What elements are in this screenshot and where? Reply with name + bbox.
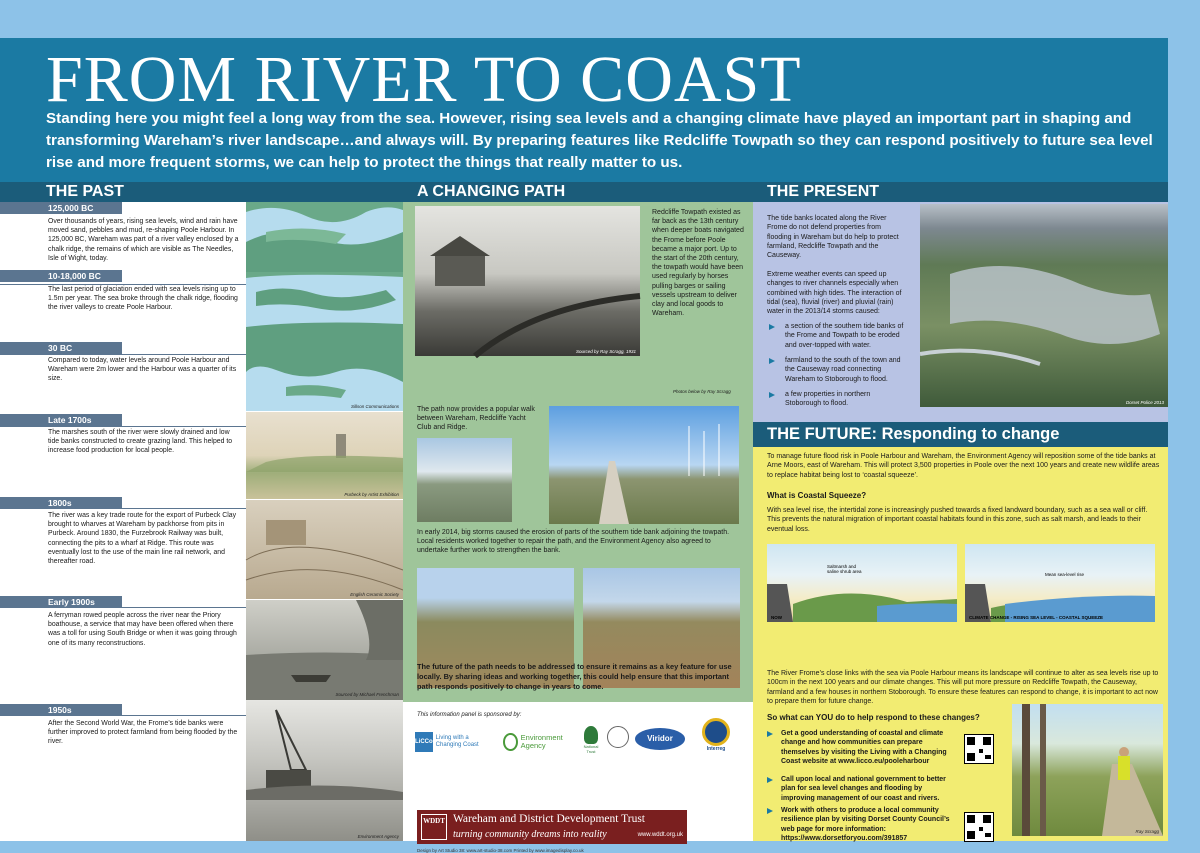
- wddt-banner: [417, 810, 687, 844]
- ea-name: Environment Agency: [520, 733, 563, 750]
- period-date: 10-18,000 BC: [0, 270, 122, 282]
- licco-logo: [415, 728, 495, 756]
- image-caption: Ray Scragg: [1135, 829, 1159, 834]
- future-heading: THE FUTURE: Responding to change: [753, 422, 1168, 447]
- image-caption: Dorset Police 2013: [1125, 400, 1164, 405]
- towpath-walk-photo: [549, 406, 739, 524]
- period-date: Late 1700s: [0, 414, 122, 426]
- period-text: The last period of glaciation ended with sea levels rising up to 1.5m per year. The sea broke through the chalk ridge, flooding the river valleys to create Poole Harbour.: [48, 286, 238, 312]
- image-caption: Sillson Communications: [350, 404, 399, 409]
- present-text-1: The tide banks located along the River Frome do not defend properties from flooding in Wareham but do help to protect farmland, Redcliffe Towpath and the Causeway.: [767, 215, 899, 260]
- future-section: [753, 422, 1168, 841]
- interreg-name: Interreg: [706, 746, 726, 752]
- engraving-image: [246, 500, 403, 600]
- sponsor-intro: This information panel is sponsored by:: [417, 712, 522, 718]
- period-date: 30 BC: [0, 342, 122, 354]
- diagram-future: [965, 544, 1155, 622]
- present-text-2: Extreme weather events can speed up changes to river channels especially when combined with high tides. The interaction of tidal (sea), fluvial (river) and pluvial (rain) water in the 2013/14 storms caused:: [767, 271, 902, 316]
- crane-image: [246, 700, 403, 841]
- qr-code-dorset[interactable]: [964, 812, 994, 842]
- painting-image: [246, 412, 403, 500]
- present-bullet: a few properties in northern Stoborough to flood.: [767, 390, 907, 409]
- national-trust-logo: [581, 726, 601, 756]
- diagram-now-label: NOW: [771, 615, 782, 620]
- past-section: [0, 182, 403, 841]
- image-caption: Sourced by Michael Frenchman: [335, 692, 399, 697]
- nt-name: National Trust: [583, 744, 599, 754]
- environment-agency-logo: [503, 728, 573, 756]
- past-timeline: [0, 202, 246, 841]
- path-popular-text: The path now provides a popular walk between Wareham, Redcliffe Yacht Club and Ridge.: [417, 406, 535, 432]
- seal-icon: [607, 726, 629, 748]
- image-caption: Purbeck by Artist Exhibition: [344, 492, 399, 497]
- past-images: [246, 202, 403, 841]
- future-path-text: The future of the path needs to be addressed to ensure it remains as a key feature for use locally. By sharing ideas and working together, this could help ensure that this important path responds positively to change in years to come.: [417, 662, 732, 692]
- information-panel: [0, 38, 1168, 853]
- interreg-circle-icon: [702, 718, 730, 746]
- period-date: 1950s: [0, 704, 122, 716]
- future-text-2: With sea level rise, the intertidal zone is increasingly pushed towards a fixed landward boundary, such as a sea wall or cliff. This prevents the natural migration of important coastal habitats found in this zone, such as salt marsh, and leads to their eventual loss.: [767, 507, 1148, 533]
- ferry-image: [246, 600, 403, 700]
- period-date: 125,000 BC: [0, 202, 122, 214]
- intro-text: Standing here you might feel a long way from the sea. However, rising sea levels and a changing climate have played an important part in shaping and transforming Wareham’s river landscape…and always will. By preparing features like Redcliffe Towpath so they can respond positively to future sea level rise and more frequent storms, we can help to protect the things that really matter to us.: [46, 110, 1153, 171]
- period-text: After the Second World War, the Frome’s tide banks were further improved to protect farmland from being flooded by the river.: [48, 720, 238, 746]
- licco-mark: LiCCo: [415, 732, 433, 752]
- action-item: Call upon local and national government to better plan for sea level changes and flooding by improving management of our coast and rivers.: [767, 775, 957, 803]
- page-title: FROM RIVER TO COAST: [46, 43, 802, 116]
- wddt-web: www.wddt.org.uk: [637, 832, 683, 838]
- ea-icon: [503, 733, 518, 751]
- image-caption: Sourced by Ray Scragg, 1931: [575, 349, 636, 354]
- diagram-future-note: Mean sea-level rise: [1045, 572, 1085, 577]
- period-date: 1800s: [0, 497, 122, 509]
- action-item: Work with others to produce a local community resilience plan by visiting Dorset County Council’s web page for more information: https://www.dorsetforyou.com/391857: [767, 806, 957, 843]
- what-can-you-do-question: So what can YOU do to help respond to these changes?: [767, 713, 980, 722]
- map-125000bc: [246, 202, 403, 272]
- future-text-3: The River Frome’s close links with the sea via Poole Harbour means its landscape will continue to alter as sea levels rise up to 100cm in the next 100 years and our climate changes. This will put more pressure on Redcliffe Towpath, the Causeway, farmland and a few houses in northern Stoborough. To ensure these features can respond to change, it is important to act now to prepare them for future change.: [767, 670, 1159, 706]
- design-credits: Design by Art Studio 38: www.art-studio-38.com Printed by www.imagedisplay.co.uk: [417, 848, 584, 853]
- flood-aerial-photo: [920, 204, 1168, 407]
- image-caption: English Ceramic Society: [350, 592, 399, 597]
- present-bullet: a section of the southern tide banks of the Frome and Towpath to be eroded and over-topped with water.: [767, 322, 907, 350]
- period-text: The marshes south of the river were slowly drained and low tide banks constructed to create grazing land. This helped to increase food production for local people.: [48, 429, 233, 455]
- towpath-history-text: Redcliffe Towpath existed as far back as the 13th century when deeper boats navigated the Frome before Poole became a major port. Up to the start of the 20th century, the towpath would have been used regularly by horses pulling barges or sailing vessels upstream to deliver clay and local goods to Wareham.: [652, 209, 744, 318]
- oak-leaf-icon: [584, 726, 598, 744]
- header: [0, 38, 1168, 182]
- storm-erosion-text: In early 2014, big storms caused the erosion of parts of the southern tide bank adjoining the towpath. Local residents worked together to repair the path, and the Environment Agency also agreed to undertake further work to strengthen the bank.: [417, 529, 730, 555]
- period-date: Early 1900s: [0, 596, 122, 608]
- coastal-squeeze-question: What is Coastal Squeeze?: [767, 491, 867, 500]
- future-text-1: To manage future flood risk in Poole Harbour and Wareham, the Environment Agency will reposition some of the tide banks at Arne Moors, east of Wareham. This will protect 3,500 properties in Poole over the next 100 years and create new wildlife areas to replace habitat being lost to ‘coastal squeeze’.: [767, 453, 1160, 479]
- changing-path-section: [403, 182, 753, 702]
- diagram-future-label: CLIMATE CHANGE - RISING SEA LEVEL - COASTAL SQUEEZE: [969, 615, 1104, 620]
- divider: [0, 354, 246, 355]
- viridor-logo: Viridor Credits: [635, 728, 685, 750]
- period-text: Compared to today, water levels around Poole Harbour and Wareham were 2m lower and the Harbour was a quarter of its size.: [48, 357, 237, 383]
- period-text: A ferryman rowed people across the river near the Priory boathouse, a service that may have been offered when there was a toll for using South Bridge or when it was going through one of its many reconstructions.: [48, 612, 237, 647]
- wddt-name: Wareham and District Development Trust: [453, 813, 645, 825]
- wddt-mark: WDDT: [421, 814, 447, 840]
- volunteers-photo: [1012, 704, 1163, 836]
- qr-code-licco[interactable]: [964, 734, 994, 764]
- wddt-tagline: turning community dreams into reality: [453, 829, 607, 840]
- licco-name: Living with a Changing Coast: [435, 735, 479, 748]
- photo-credit: Photos below by Ray Scragg: [673, 389, 731, 394]
- present-section: [753, 182, 1168, 422]
- image-caption: Environment Agency: [357, 834, 399, 839]
- sponsor-block: [403, 702, 753, 853]
- present-heading: THE PRESENT: [753, 182, 1168, 202]
- period-text: Over thousands of years, rising sea levels, wind and rain have moved sand, pebbles and mud, re-shaping Poole Harbour. In 125,000 BC, Wareham was part of a river valley enclosed by a chalk ridge, the remains of which are visible as The Needles, Isle of Wight, today.: [48, 218, 239, 262]
- changing-heading: A CHANGING PATH: [403, 182, 753, 202]
- river-view-photo: [417, 438, 512, 522]
- action-item: Get a good understanding of coastal and climate change and how communities can prepare themselves by visiting the Living with a Changing Coast website at www.licco.eu/pooleharbour: [767, 729, 957, 766]
- diagram-now: [767, 544, 957, 622]
- map-10000bc: [246, 272, 403, 342]
- map-30bc: [246, 342, 403, 412]
- divider: [0, 426, 246, 427]
- present-bullet: farmland to the south of the town and the Causeway road connecting Wareham to Stoborough to flood.: [767, 356, 907, 384]
- past-heading: THE PAST: [0, 182, 403, 202]
- period-text: The river was a key trade route for the export of Purbeck Clay brought to wharves at Wareham by packhorse from pits in Purbeck. Around 1830, the Furzebrook Railway was built, connecting the pits to a wharf at Ridge. This route was eventually lost to the use of the main line rail network, and thereafter road.: [48, 512, 237, 566]
- interreg-logo: [691, 718, 741, 768]
- old-towpath-photo: [415, 206, 640, 356]
- diagram-now-note: Saltmarsh and saline shrub area: [827, 564, 862, 574]
